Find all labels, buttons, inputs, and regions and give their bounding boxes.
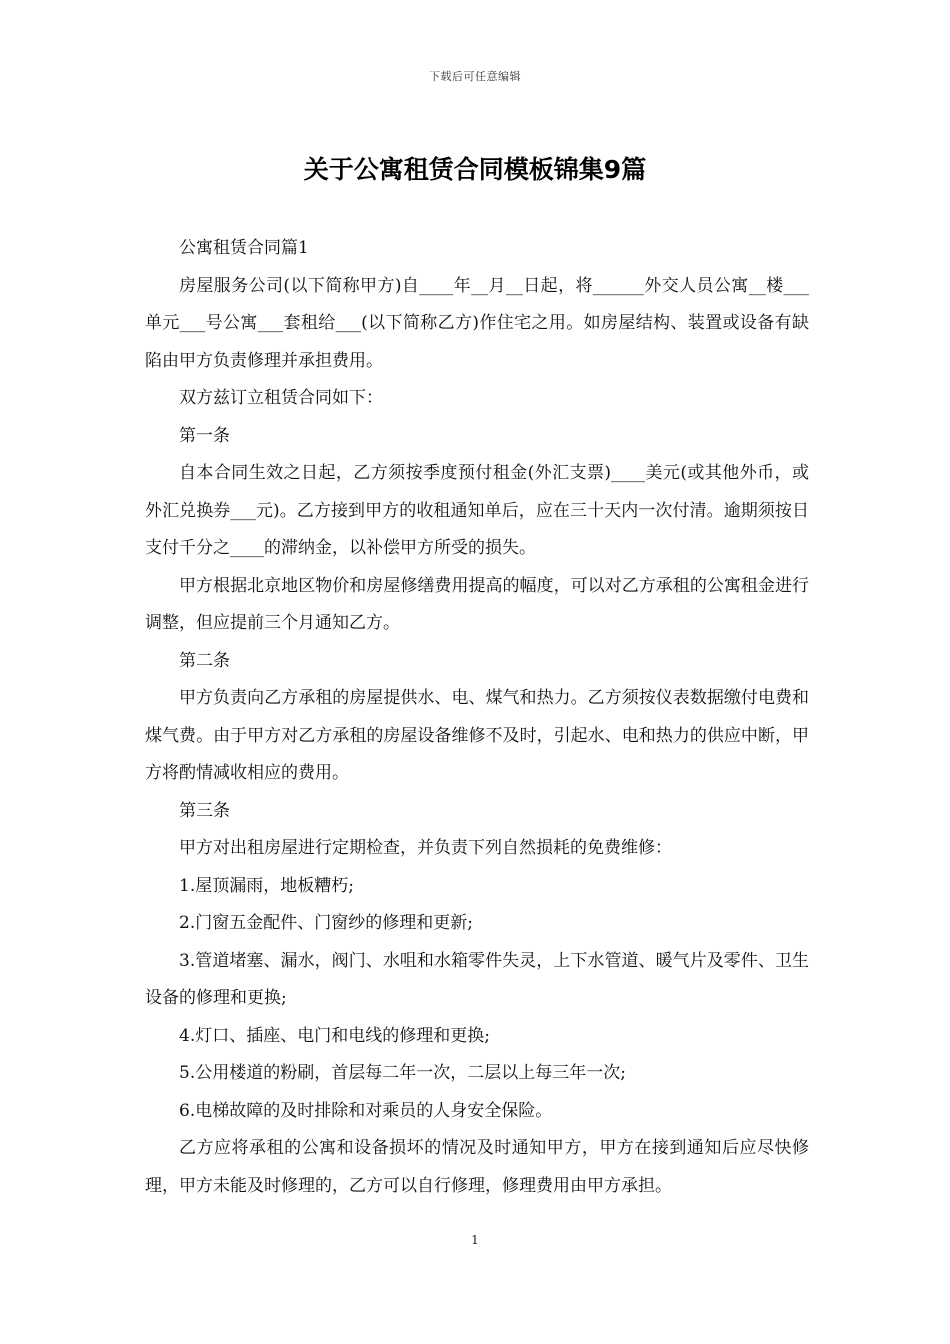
document-title: 关于公寓租赁合同模板锦集9篇 [303,155,647,184]
paragraph: 甲方根据北京地区物价和房屋修缮费用提高的幅度，可以对乙方承租的公寓租金进行调整，但应提前三个月通知乙方。 [145,575,809,633]
document-body [145,230,809,1205]
list-item: 6.电梯故障的及时排除和对乘员的人身安全保险。 [179,1100,553,1121]
article-heading: 第二条 [179,650,230,671]
list-item: 1.屋顶漏雨，地板糟朽; [179,875,354,896]
paragraph: 双方兹订立租赁合同如下： [179,388,383,408]
paragraph: 自本合同生效之日起，乙方须按季度预付租金(外汇支票)____美元(或其他外币，或外汇兑换券___元)。乙方接到甲方的收租通知单后，应在三十天内一次付清。逾期须按日支付千分之____的滞纳金，以补偿甲方所受的损失。 [145,463,809,558]
paragraph: 甲方负责向乙方承租的房屋提供水、电、煤气和热力。乙方须按仪表数据缴付电费和煤气费。由于甲方对乙方承租的房屋设备维修不及时，引起水、电和热力的供应中断，甲方将酌情减收相应的费用。 [145,688,809,783]
paragraph: 房屋服务公司(以下简称甲方)自____年__月__日起，将______外交人员公寓__楼___单元___号公寓___套租给___(以下简称乙方)作住宅之用。如房屋结构、装置或设备有缺陷由甲方负责修理并承担费用。 [145,275,809,371]
paragraph: 乙方应将承租的公寓和设备损坏的情况及时通知甲方，甲方在接到通知后应尽快修理，甲方未能及时修理的，乙方可以自行修理，修理费用由甲方承担。 [145,1138,809,1196]
page-number: 1 [471,1233,479,1247]
list-item: 4.灯口、插座、电门和电线的修理和更换; [179,1025,490,1046]
paragraph: 甲方对出租房屋进行定期检查，并负责下列自然损耗的免费维修： [179,838,672,858]
list-item: 2.门窗五金配件、门窗纱的修理和更新; [179,913,473,933]
article-heading: 第三条 [179,800,230,821]
section-heading: 公寓租赁合同篇1 [179,238,309,258]
article-heading: 第一条 [179,425,230,446]
header-note: 下载后可任意编辑 [429,70,521,83]
list-item: 3.管道堵塞、漏水，阀门、水咀和水箱零件失灵，上下水管道、暖气片及零件、卫生设备的修理和更换; [145,950,809,1008]
list-item: 5.公用楼道的粉刷，首层每二年一次，二层以上每三年一次; [179,1063,626,1083]
